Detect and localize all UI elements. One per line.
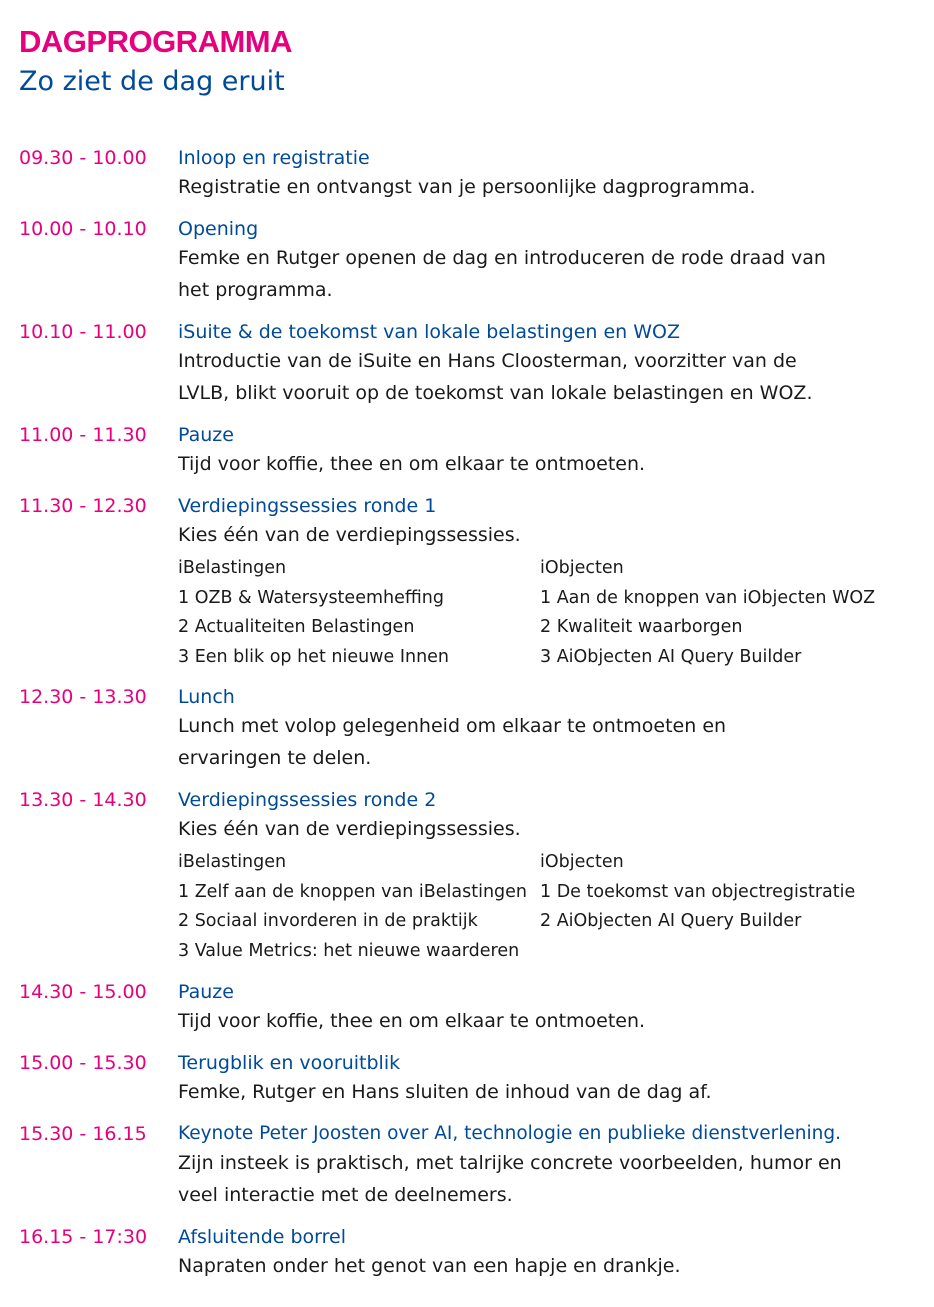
program-title: Pauze [178, 981, 234, 1003]
program-title: Opening [178, 218, 259, 240]
program-time: 11.30 - 12.30 [19, 495, 147, 517]
program-description: Lunch met volop gelegenheid om elkaar te ontmoeten en ervaringen te delen. [178, 715, 727, 769]
session-item: 3 Een blik op het nieuwe Innen [178, 646, 450, 667]
session-item: 2 Actualiteiten Belastingen [178, 617, 415, 637]
program-description: Registratie en ontvangst van je persoonlijke dagprogramma. [178, 176, 756, 198]
program-title: Afsluitende borrel [178, 1226, 347, 1248]
program-title: Terugblik en vooruitblik [178, 1052, 401, 1074]
program-description: Introductie van de iSuite en Hans Cloosterman, voorzitter van de LVLB, blikt vooruit op de toekomst van lokale belastingen en WOZ. [178, 350, 813, 404]
session-column-ibelastingen [178, 554, 449, 672]
program-description: Femke, Rutger en Hans sluiten de inhoud van de dag af. [178, 1081, 712, 1103]
page-title: DAGPROGRAMMA [19, 24, 292, 59]
session-item: 3 Value Metrics: het nieuwe waarderen [178, 940, 520, 961]
program-title: Verdiepingssessies ronde 1 [178, 495, 437, 517]
session-item: 1 OZB & Watersysteemheffing [178, 587, 444, 608]
session-item: 1 Aan de knoppen van iObjecten WOZ [540, 587, 876, 608]
program-time: 12.30 - 13.30 [19, 686, 147, 708]
program-description: Kies één van de verdiepingssessies. [178, 524, 521, 546]
page-subtitle: Zo ziet de dag eruit [19, 66, 285, 97]
session-item: 2 Kwaliteit waarborgen [540, 617, 743, 637]
session-column-ibelastingen [178, 848, 527, 966]
session-column-header: iBelastingen [178, 852, 287, 872]
program-title: Pauze [178, 424, 234, 446]
program-time: 14.30 - 15.00 [19, 981, 147, 1003]
program-time: 10.00 - 10.10 [19, 218, 147, 240]
session-item: 1 Zelf aan de knoppen van iBelastingen [178, 881, 528, 902]
program-title: Keynote Peter Joosten over AI, technologie en publieke dienstverlening. [178, 1123, 841, 1144]
session-item: 1 De toekomst van objectregistratie [540, 881, 856, 902]
program-description: Tijd voor koffie, thee en om elkaar te ontmoeten. [178, 453, 646, 475]
session-item: 2 Sociaal invorderen in de praktijk [178, 911, 478, 931]
program-title: Inloop en registratie [178, 147, 370, 169]
program-time: 13.30 - 14.30 [19, 789, 147, 811]
session-column-header: iObjecten [540, 558, 624, 578]
session-column-iobjecten [540, 848, 855, 937]
program-title: iSuite & de toekomst van lokale belastingen en WOZ [178, 321, 680, 343]
program-description: Kies één van de verdiepingssessies. [178, 818, 521, 840]
program-time: 15.00 - 15.30 [19, 1052, 147, 1074]
session-item: 3 AiObjecten AI Query Builder [540, 646, 802, 667]
session-column-iobjecten [540, 554, 875, 672]
session-column-header: iObjecten [540, 852, 624, 872]
session-column-header: iBelastingen [178, 558, 287, 578]
program-time: 16.15 - 17:30 [19, 1226, 148, 1248]
program-description: Napraten onder het genot van een hapje en drankje. [178, 1255, 681, 1277]
program-time: 09.30 - 10.00 [19, 147, 147, 169]
program-title: Verdiepingssessies ronde 2 [178, 789, 437, 811]
program-description: Femke en Rutger openen de dag en introduceren de rode draad van het programma. [178, 247, 826, 301]
program-time: 15.30 - 16.15 [19, 1123, 147, 1145]
program-title: Lunch [178, 686, 235, 708]
session-item: 2 AiObjecten AI Query Builder [540, 911, 802, 931]
program-time: 11.00 - 11.30 [19, 424, 147, 446]
program-description: Tijd voor koffie, thee en om elkaar te ontmoeten. [178, 1010, 646, 1032]
program-time: 10.10 - 11.00 [19, 321, 147, 343]
program-description: Zijn insteek is praktisch, met talrijke concrete voorbeelden, humor en veel interactie met de deelnemers. [178, 1152, 842, 1206]
